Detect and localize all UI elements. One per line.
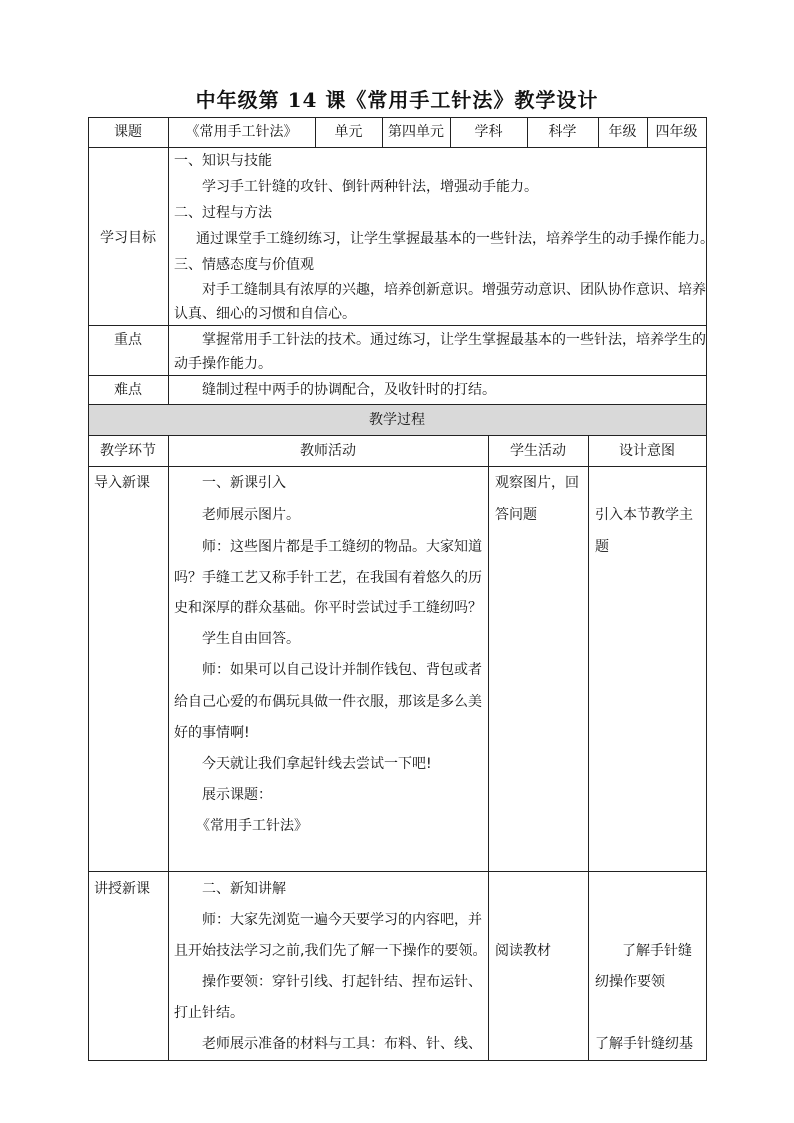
student-line: 答问题 [495,507,537,523]
teacher-line: 师：这些图片都是手工缝纫的物品。大家知道 [202,539,482,555]
objectives-label: 学习目标 [100,230,156,246]
col-header-stage: 教学环节 [100,443,156,459]
teacher-line: 老师展示图片。 [202,507,300,523]
key-point-line: 动手操作能力。 [174,356,272,372]
row-divider [88,147,706,148]
col-header-student: 学生活动 [510,443,566,459]
row-divider [88,404,706,405]
difficulty-label: 难点 [114,382,142,398]
student-line: 观察图片，回 [495,475,579,491]
row-divider [88,325,706,326]
row-divider [88,375,706,376]
objectives-line: 一、知识与技能 [174,153,272,169]
col-divider [588,435,589,1061]
teacher-line: 一、新课引入 [202,475,286,491]
objectives-line: 认真、细心的习惯和自信心。 [174,306,356,322]
document-title: 中年级第 14 课《常用手工针法》教学设计 [195,88,599,112]
teacher-line: 《常用手工针法》 [196,818,308,834]
header-label-topic: 课题 [114,124,142,140]
teacher-line: 师：如果可以自己设计并制作钱包、背包或者 [202,662,482,678]
key-point-label: 重点 [114,332,142,348]
col-header-teacher: 教师活动 [300,443,356,459]
objectives-line: 通过课堂手工缝纫练习，让学生掌握最基本的一些针法，培养学生的动手操作能力。 [196,231,714,247]
header-value-unit: 第四单元 [388,124,444,140]
row-divider [88,435,706,436]
table-border-left [88,117,89,1061]
objectives-line: 三、情感态度与价值观 [174,257,314,273]
table-border-bottom [88,1060,706,1061]
teacher-line: 展示课题： [202,787,272,803]
header-label-grade: 年级 [608,124,637,140]
header-value-topic: 《常用手工针法》 [185,124,298,140]
stage-label: 导入新课 [94,475,150,491]
teacher-line: 师：大家先浏览一遍今天要学习的内容吧，并 [202,912,482,928]
row-divider [88,871,706,872]
table-border-right [706,117,707,1061]
intent-line: 了解手针缝纫基 [595,1036,693,1052]
teacher-line: 今天就让我们拿起针线去尝试一下吧! [202,756,432,772]
key-point-line: 掌握常用手工针法的技术。通过练习，让学生掌握最基本的一些针法，培养学生的 [202,332,706,348]
intent-line: 了解手针缝 [622,943,692,959]
header-value-grade: 四年级 [655,124,698,140]
difficulty-text: 缝制过程中两手的协调配合，及收针时的打结。 [202,382,496,398]
intent-line: 纫操作要领 [595,974,665,990]
teacher-line: 好的事情啊! [174,725,250,741]
teacher-line: 史和深厚的群众基础。你平时尝试过手工缝纫吗？ [174,600,482,616]
objectives-line: 学习手工针缝的攻针、倒针两种针法，增强动手能力。 [202,179,538,195]
col-divider [168,435,169,1061]
teacher-line: 操作要领：穿针引线、打起针结、捏布运针、 [202,974,482,990]
teacher-line: 吗？手缝工艺又称手针工艺，在我国有着悠久的历 [174,570,482,586]
intent-line: 引入本节教学主 [595,507,693,523]
intent-line: 题 [595,539,609,555]
stage-label: 讲授新课 [94,881,150,897]
header-label-subject: 学科 [474,124,503,140]
process-header: 教学过程 [369,412,425,428]
objectives-line: 二、过程与方法 [174,205,272,221]
header-value-subject: 科学 [548,124,577,140]
col-divider [168,117,169,405]
row-divider [88,466,706,467]
table-border-top [88,117,706,118]
teacher-line: 打止针结。 [174,1005,244,1021]
student-line: 阅读教材 [495,943,551,959]
col-header-intent: 设计意图 [619,443,675,459]
header-label-unit: 单元 [334,124,363,140]
teacher-line: 二、新知讲解 [202,881,286,897]
teacher-line: 学生自由回答。 [202,631,300,647]
teacher-line: 且开始技法学习之前,我们先了解一下操作的要领。 [174,943,487,959]
teacher-line: 老师展示准备的材料与工具：布料、针、线、 [202,1036,482,1052]
col-divider [488,435,489,1061]
objectives-line: 对手工缝制具有浓厚的兴趣，培养创新意识。增强劳动意识、团队协作意识、培养 [202,282,706,298]
teacher-line: 给自己心爱的布偶玩具做一件衣服，那该是多么美 [174,694,482,710]
